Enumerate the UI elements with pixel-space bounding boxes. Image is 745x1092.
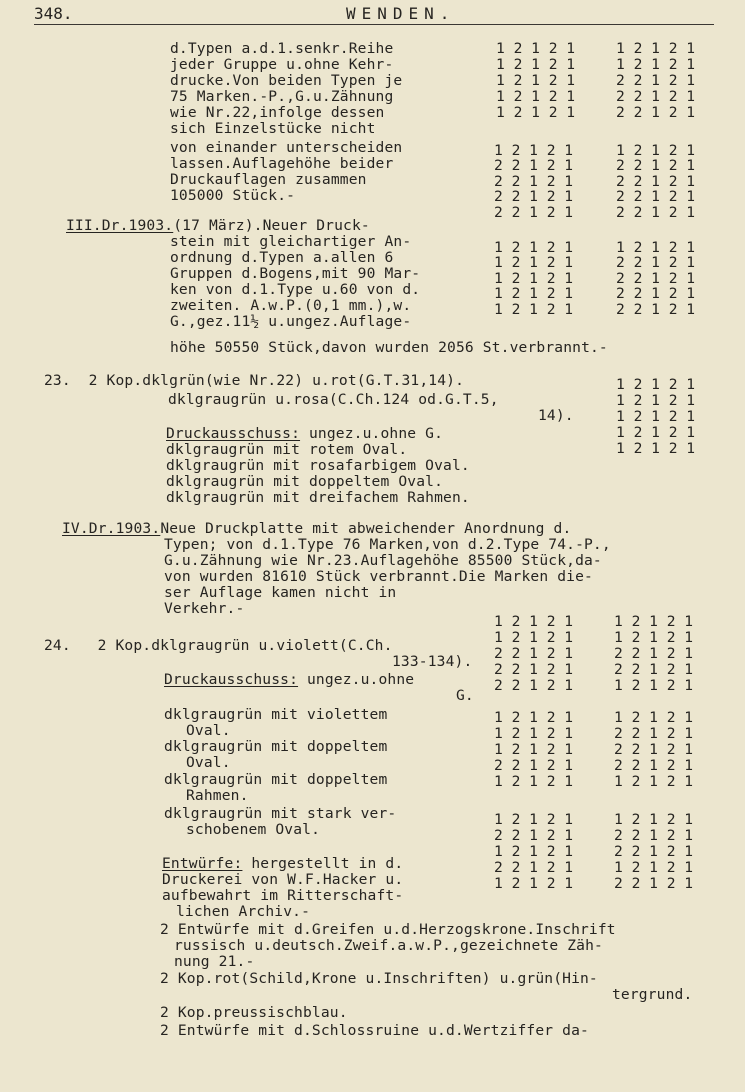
text-line: stein mit gleichartiger An- bbox=[170, 233, 412, 250]
position-row: 2 2 1 2 1 bbox=[614, 843, 694, 860]
text-line: Druckauflagen zusammen bbox=[170, 171, 367, 188]
text-line: Rahmen. bbox=[186, 787, 249, 804]
text-line: Gruppen d.Bogens,mit 90 Mar- bbox=[170, 265, 421, 282]
position-row: 1 2 1 2 1 bbox=[616, 408, 696, 425]
position-row: 2 2 1 2 1 bbox=[616, 188, 696, 206]
position-row: 2 2 1 2 1 bbox=[494, 827, 574, 844]
position-row: 1 2 1 2 1 bbox=[494, 239, 574, 256]
text-fragment: ungez.u.ohne bbox=[298, 671, 415, 688]
position-row: 1 2 1 2 1 bbox=[614, 859, 694, 876]
position-row: 1 2 1 2 1 bbox=[494, 629, 574, 646]
position-row: 1 2 1 2 1 bbox=[496, 40, 576, 57]
position-row: 1 2 1 2 1 bbox=[494, 875, 574, 892]
text-line: höhe 50550 Stück,davon wurden 2056 St.verbrannt.- bbox=[170, 339, 608, 356]
text-line: 2 Kop.rot(Schild,Krone u.Inschriften) u.grün(Hin- bbox=[160, 970, 598, 987]
text-line: ser Auflage kamen nicht in bbox=[164, 584, 397, 601]
position-row: 1 2 1 2 1 bbox=[494, 142, 574, 159]
text-line: russisch u.deutsch.Zweif.a.w.P.,gezeichnete Zäh- bbox=[174, 937, 603, 954]
text-line: tergrund. bbox=[612, 986, 693, 1003]
position-row: 1 2 1 2 1 bbox=[494, 613, 574, 630]
position-row: 1 2 1 2 1 bbox=[494, 725, 574, 742]
catalog-entry-23: 23. 2 Kop.dklgrün(wie Nr.22) u.rot(G.T.31,14). bbox=[44, 372, 465, 389]
position-row: 1 2 1 2 1 bbox=[614, 811, 694, 828]
text-line: dklgraugrün mit doppeltem Oval. bbox=[166, 473, 444, 490]
position-row: 1 2 1 2 1 bbox=[616, 376, 696, 393]
page-header bbox=[34, 2, 714, 25]
text-line: Druckerei von W.F.Hacker u. bbox=[162, 871, 404, 888]
position-row: 1 2 1 2 1 bbox=[494, 811, 574, 828]
position-row: 1 2 1 2 1 bbox=[494, 709, 574, 726]
position-row: 1 2 1 2 1 bbox=[616, 424, 696, 441]
position-row: 1 2 1 2 1 bbox=[494, 741, 574, 758]
position-row: 1 2 1 2 1 bbox=[614, 677, 694, 694]
position-row: 2 2 1 2 1 bbox=[616, 72, 696, 89]
text-line: dklgraugrün mit stark ver- bbox=[164, 805, 397, 822]
text-line: G. bbox=[456, 687, 474, 704]
text-line: dklgraugrün mit doppeltem bbox=[164, 771, 388, 788]
text-line: 14). bbox=[538, 407, 574, 424]
subheading: Entwürfe: bbox=[162, 855, 243, 872]
text-line: ken von d.1.Type u.60 von d. bbox=[170, 281, 421, 298]
position-row: 1 2 1 2 1 bbox=[616, 440, 696, 457]
position-row: 1 2 1 2 1 bbox=[494, 300, 574, 318]
position-row: 1 2 1 2 1 bbox=[614, 629, 694, 646]
text-line: dklgraugrün mit dreifachem Rahmen. bbox=[166, 489, 470, 506]
text-fragment: hergestellt in d. bbox=[242, 855, 404, 872]
position-row: 1 2 1 2 1 bbox=[494, 843, 574, 860]
text-line: G.,gez.11½ u.ungez.Auflage- bbox=[170, 313, 412, 330]
text-line: aufbewahrt im Ritterschaft- bbox=[162, 887, 404, 904]
position-row: 2 2 1 2 1 bbox=[494, 677, 574, 694]
text-line: 75 Marken.-P.,G.u.Zähnung bbox=[170, 88, 394, 105]
text-line: Neue Druckplatte mit abweichender Anordnung d. bbox=[160, 520, 572, 537]
position-row: 2 2 1 2 1 bbox=[616, 254, 696, 272]
position-row: 1 2 1 2 1 bbox=[616, 56, 696, 73]
text-line: Typen; von d.1.Type 76 Marken,von d.2.Type 74.-P., bbox=[164, 536, 611, 553]
section-heading: III.Dr.1903. bbox=[66, 217, 174, 234]
text-line: 105000 Stück.- bbox=[170, 187, 296, 204]
text-line: Oval. bbox=[186, 754, 231, 771]
text-line: d.Typen a.d.1.senkr.Reihe bbox=[170, 40, 394, 57]
text-line: dklgraugrün mit rotem Oval. bbox=[166, 441, 408, 458]
position-row: 1 2 1 2 1 bbox=[494, 269, 574, 287]
text-line: schobenem Oval. bbox=[186, 821, 321, 838]
text-line: Oval. bbox=[186, 722, 231, 739]
position-row: 2 2 1 2 1 bbox=[614, 827, 694, 844]
text-line: wie Nr.22,infolge dessen bbox=[170, 104, 385, 121]
position-row: 2 2 1 2 1 bbox=[494, 661, 574, 678]
position-row: 1 2 1 2 1 bbox=[496, 56, 576, 73]
section-heading-line bbox=[66, 218, 370, 234]
position-row: 2 2 1 2 1 bbox=[494, 645, 574, 662]
position-row: 2 2 1 2 1 bbox=[494, 757, 574, 774]
section-heading-line bbox=[62, 521, 571, 537]
position-row: 1 2 1 2 1 bbox=[496, 72, 576, 89]
text-line: Verkehr.- bbox=[164, 600, 245, 617]
position-row: 1 2 1 2 1 bbox=[494, 285, 574, 303]
position-row: 1 2 1 2 1 bbox=[496, 104, 576, 121]
text-line: dklgraugrün mit doppeltem bbox=[164, 738, 388, 755]
position-row: 1 2 1 2 1 bbox=[494, 254, 574, 272]
position-row: 2 2 1 2 1 bbox=[616, 172, 696, 190]
subheading: Druckausschuss: bbox=[166, 425, 301, 442]
position-row: 2 2 1 2 1 bbox=[494, 172, 574, 190]
text-fragment: ungez.u.ohne G. bbox=[300, 425, 444, 442]
text-line: nung 21.- bbox=[174, 953, 255, 970]
text-line: (17 März).Neuer Druck- bbox=[173, 217, 370, 234]
text-line: lichen Archiv.- bbox=[176, 903, 311, 920]
position-row: 2 2 1 2 1 bbox=[616, 300, 696, 318]
subheading: Druckausschuss: bbox=[164, 671, 299, 688]
catalog-entry-24: 24. 2 Kop.dklgraugrün u.violett(C.Ch. bbox=[44, 637, 393, 654]
position-row: 1 2 1 2 1 bbox=[616, 40, 696, 57]
position-row: 1 2 1 2 1 bbox=[614, 613, 694, 630]
position-row: 1 2 1 2 1 bbox=[496, 88, 576, 105]
position-row: 2 2 1 2 1 bbox=[614, 725, 694, 742]
text-line: jeder Gruppe u.ohne Kehr- bbox=[170, 56, 394, 73]
position-row: 1 2 1 2 1 bbox=[494, 773, 574, 790]
text-line: zweiten. A.w.P.(0,1 mm.),w. bbox=[170, 297, 412, 314]
position-row: 2 2 1 2 1 bbox=[614, 661, 694, 678]
text-line: 2 Entwürfe mit d.Greifen u.d.Herzogskrone.Inschrift bbox=[160, 921, 616, 938]
position-row: 2 2 1 2 1 bbox=[616, 104, 696, 121]
text-line: drucke.Von beiden Typen je bbox=[170, 72, 403, 89]
position-row: 2 2 1 2 1 bbox=[616, 157, 696, 175]
text-line: G.u.Zähnung wie Nr.23.Auflagehöhe 85500 Stück,da- bbox=[164, 552, 602, 569]
text-line: 133-134). bbox=[392, 653, 473, 670]
text-line: sich Einzelstücke nicht bbox=[170, 120, 376, 137]
position-row: 2 2 1 2 1 bbox=[494, 203, 574, 221]
position-row: 2 2 1 2 1 bbox=[614, 741, 694, 758]
text-line bbox=[164, 672, 414, 688]
text-line: dklgraugrün mit violettem bbox=[164, 706, 388, 723]
position-row: 1 2 1 2 1 bbox=[614, 773, 694, 790]
text-line bbox=[162, 856, 403, 872]
text-line: 2 Kop.preussischblau. bbox=[160, 1004, 348, 1021]
position-row: 1 2 1 2 1 bbox=[616, 142, 696, 159]
position-row: 1 2 1 2 1 bbox=[616, 392, 696, 409]
position-row: 2 2 1 2 1 bbox=[614, 875, 694, 892]
text-line: lassen.Auflagehöhe beider bbox=[170, 155, 394, 172]
position-row: 1 2 1 2 1 bbox=[616, 239, 696, 256]
position-row: 2 2 1 2 1 bbox=[616, 285, 696, 303]
section-heading: IV.Dr.1903. bbox=[62, 520, 161, 537]
position-row: 2 2 1 2 1 bbox=[614, 645, 694, 662]
text-line: dklgraugrün mit rosafarbigem Oval. bbox=[166, 457, 470, 474]
position-row: 2 2 1 2 1 bbox=[616, 88, 696, 105]
position-row: 2 2 1 2 1 bbox=[494, 859, 574, 876]
position-row: 2 2 1 2 1 bbox=[616, 269, 696, 287]
text-line: ordnung d.Typen a.allen 6 bbox=[170, 249, 394, 266]
position-row: 2 2 1 2 1 bbox=[494, 188, 574, 206]
text-line: von wurden 81610 Stück verbrannt.Die Marken die- bbox=[164, 568, 593, 585]
text-line: 2 Entwürfe mit d.Schlossruine u.d.Wertziffer da- bbox=[160, 1022, 589, 1039]
page-title: WENDEN. bbox=[346, 4, 456, 23]
position-row: 2 2 1 2 1 bbox=[614, 757, 694, 774]
text-line: von einander unterscheiden bbox=[170, 139, 403, 156]
text-line: dklgraugrün u.rosa(C.Ch.124 od.G.T.5, bbox=[168, 391, 499, 408]
position-row: 2 2 1 2 1 bbox=[494, 157, 574, 175]
page-number: 348. bbox=[34, 4, 73, 23]
position-row: 2 2 1 2 1 bbox=[616, 203, 696, 221]
position-row: 1 2 1 2 1 bbox=[614, 709, 694, 726]
text-line bbox=[166, 426, 443, 442]
